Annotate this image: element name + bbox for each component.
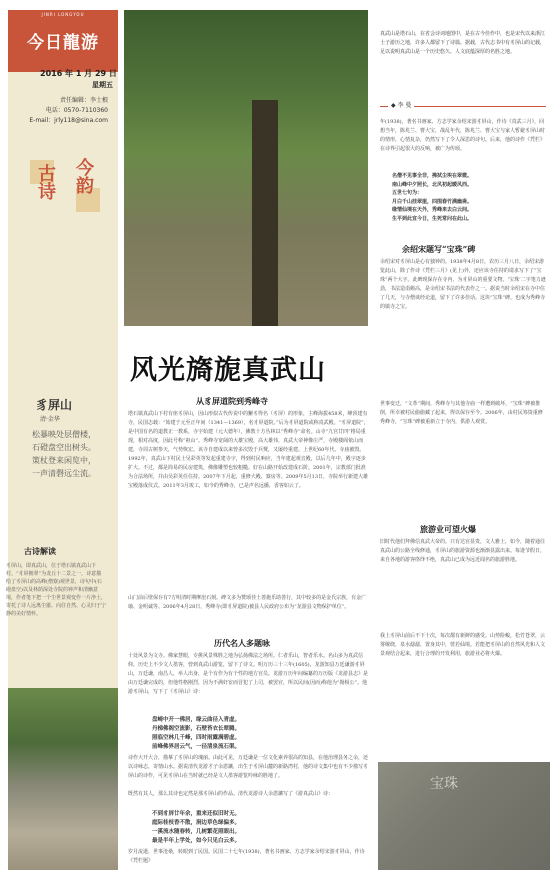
masthead-title: 今日龍游 [27,33,99,53]
headline: 风光旖旎真武山 [130,355,326,386]
poem-line: 最是半年上学处，如今只见白云多。 [152,838,241,844]
section-text-2: 十处风景为文寺。佛家慧眼，专挑风景殊胜之地为弘扬佛法之场所。仁者乐山，智者乐水。名山多为真武信仰。历史上不少文人墨客，曾到真武山游览，留下了诗文。明万历三十三年(1605)，龙游知县万廷谦游豸屏山，万廷谦，南昌人，举人出身，是个有作为有个性的地方官员。龙游万历年间编纂的万历版《龙游县志》是由万廷谦完成的，但他性格刚烈，因为不满奸宦而冒犯了上司，被罢官，所以民间(因而)称他为“拗相公”。他游豸屏山，写下了《豸屏山》诗： [128,653,369,695]
column-title-ancient: 古诗 [35,164,56,200]
stele-inscription: 宝珠 [430,776,458,792]
poem-line: 照临空林几千峰，四时雨露满碧虚。 [152,735,241,741]
right-text-4: 旧时代他们拜佛信真武大帝的。只有达官显贵，文人雅士，如今，随着通往真武山的公路全线修通，豸屏山的旅游资源也渐渐显露出来。每逢节假日，来自各地的游客络绎不绝，真武山已成为远近闻名的旅游胜地。 [380,539,546,563]
section-title-1: 从豸屏道院到秀峰寺 [196,396,268,406]
right-section-title-1: 余绍宋题写“宝珠”碑 [402,244,476,254]
poem-line: 名僧不见事全非，拂拭尘埃在翠微。 [392,173,473,179]
stone-stele-photo [378,762,550,870]
masthead [8,10,118,72]
section-poem-1 [152,716,240,752]
poem-line: 五世七句为： [392,190,423,196]
poem-line: 不到豸屏廿年余，重来还似旧时无。 [152,811,241,817]
poem-line: 丹梯佛阁空流影，石壁苔衣长翠腾。 [152,726,241,732]
explain-title: 古诗解读 [24,546,56,556]
editor-phone: 电话：0570-7110360 [45,107,108,114]
poem-line: 生平到此宜今日，生死常问在此山。 [392,215,473,222]
editor-name: 责任编辑：李士根 [59,97,108,104]
column-logo [34,158,104,216]
poem-line: 一溪流水随春转，几树繁花照眼出。 [152,829,241,835]
poem-line: 月白千山挂翠崖，四围春竹满幽斋。 [392,198,473,205]
section-text-1b: 山门前后壁保存有7方明清时期摩崖石刻。碑文多为赞颂佳士善施乐助善行，其中较多的是金氏宗族，有金广瑜、金明诚等。2006年4月28日，秀峰寺(即豸屏道院)被县人民政府公布为“龙游县文物保护单位”。 [128,595,367,610]
poem-line: 南山峰中夕照长，北风初起暖风西。 [392,181,473,188]
section-text-2c: 既然有其人，那么其诗也定然是那豸屏山的作品。清代龙游诗人余恩鑛写了《游真武山》诗： [128,791,334,797]
section-text-2d: 岁月流逝，世事沧桑，转眼到了民国。民国二十七年(1938)，著名书画家、方志学家余绍宋游豸屏山，作诗《凭栏题》 [128,849,365,864]
poem-line: 庭际桂枝香不散，涧边草色绿偏多。 [152,820,241,826]
poem-title: 豸屏山 [36,398,73,412]
explain-text: 豸屏山，即真武山，位于塔石镇真武山下村。“豸屏拥翠”为龙丘十二景之一，诗意描绘了豸屏山的高峰(僧寮)观世景，诗句中(石磴盘空)以及林荫深处寺院的钟声和清幽意境，作者笔下把一个尘世景观变作一片净土，寄托了诗人远离尘嚣、向往自然、心灵归于宁静的美好情怀。 [6,563,107,617]
poem-line: 盘崎中开一佛居，缘云曲径入青虚。 [152,717,241,723]
column-title-modern: 今韵 [73,158,94,194]
issue-weekday: 星期五 [92,81,113,89]
poem-line: 石磴盘空出树头。 [32,443,96,452]
issue-date: 2016 年 1 月 29 日 [40,69,117,78]
right-text-5: 我上豸屏山前后不下十次，每次都有新鲜的感受。山势险峻，松竹苍翠，云雾缭绕，泉水潺潺，置身其中，恍若仙境。若能把豸屏山的自然风光和人文景观结合起来，进行合理的开发利用，旅游业必将火爆。 [380,633,546,657]
section-text-2b: 诗作大开大合，描摹了豸屏山的瑰丽。由此可见，万廷谦是一位文化素养很高的知县，在他治理县务之余，还以诗咏志，寄情山水。据说清代龙游才子余恩鑛，出生于豸屏山麓的新路湾村，他的诗文集中也有不少描写豸屏山的诗作，可见豸屏山在当时就已经是文人墨客游览吟咏的胜地了。 [128,755,369,779]
poem-lines [18,428,110,480]
poem-line: 前峰佛界居云气，一径清泉流石渠。 [152,744,241,750]
editor-email: E-mail：jrly118@sina.com [29,117,108,124]
poem-line: 策杖登来闲览中， [32,456,96,465]
section-poem-2 [152,810,240,846]
right-text-1: 年(1938)，著名书画家、方志学家余绍宋游豸屏山，作诗《真武三月》，回想当年，陈兆兰、曹大宝，战乱年代，陈兆兰、曹大宝与家人暂避豸屏山时的情形，心情复杂，仍然写下了令人深思的诗句。后来，他的诗作《凭栏》在诗界引起很大的反响，被广为传颂。 [380,119,546,152]
tree-trunk [252,100,278,326]
poem-line: 松暴映处层僧楼， [32,430,96,439]
editor-info [12,96,108,126]
stone-steps-photo [8,688,118,870]
poem-line: 缘情仙境在天外，秀峰来去白云间。 [392,207,473,213]
poem-line: 一声清磬远尘流。 [32,469,96,478]
right-text-2: 余绍宋对豸屏山是心有独钟的。1938年4月8日，农历三月八日，余绍宋游览此山，除了作诗《凭栏三月》(见上)外，还应该寺住持的请求写下了“宝珠”两个大字。此碑现保存在寺内，为豸屏山的重要文物。‘宝珠’二字笔力遒劲，书法造诣颇高，是余绍宋书法的代表作之一。据说当时余绍宋在寺中住了几天，与寺僧谈经论道，留下了许多佳话。这块“宝珠”碑，也成为秀峰寺的镇寺之宝。 [380,259,546,310]
masthead-en: JINRI LONGYOU [41,12,85,17]
author-name: ◆ 李 曼 [388,100,414,109]
poem-author: 清·金华 [40,416,60,423]
right-text-3: 世事变迁，“文革”期间，秀峰寺与其他寺庙一样遭到破坏，“宝珠”碑被推倒，所幸被村民偷偷藏了起来，得以保存至今。2006年，由村民筹资重修秀峰寺，“宝珠”碑被重新立于寺内，供游人观赏。 [380,401,543,425]
section-title-2: 历代名人多题咏 [214,638,270,648]
ancient-tree-photo [124,10,368,326]
intro-text: 真武山是塔石山，在省会诗词地图中，是在古今佳作中，也是宋代以来浙江士子游历之地，许多人都留下了诗篇。据载，古代志书中有豸屏山的记载，足以说明真武山是一个历史悠久、人文底蕴深厚的名胜之地。 [380,31,546,55]
right-section-title-2: 旅游业可望火爆 [420,524,476,534]
section-text-1: 塔石镇真武山下村有座豸屏山，因山形似古代传说中的獬豸得名（豸屏）的形象，主峰海拔458米，峰顶建有寺，民国志载：“始建于元至正年间（1341—1369），名豸屏道院，”后为豸屏道院或称真武殿。“豸屏道院”，是中国有名的道教正一教系，寺宇始建（元大德年），佛教十方丛林以“秀峰寺”命名。山寺“九宫廿四”格局重现，相对高度，因此号称“祖山”。秀峰寺宽阔的大雄宝殿，高大雄伟，真武大帝神像庄严，寺殿楼阁依山而建，寺周古树参天，气势恢宏。该寺自建成以来曾多次毁于兵燹，又屡经重建。上世纪60年代，寺庙被毁。1992年，真武山下村民士吴彩英等发起重建寺宇，得到村民响应，当年建起观音殿，以后几年中，殿宇逐步扩大。不过，都是简易的民房建筑，佛像雕塑也较粗糙。好在山路开始改建成石阶。2001年，宗教部门批准为合法场所，并由吴彩英任住持。2007年下月起，重修大殿、寮房等。2009年5月13日，寺院举行新建大雄宝殿落成仪式。2011年3月竣工，如今的秀峰寺，已是声名远播，香客如云了。 [128,411,369,489]
right-poem [392,172,472,223]
